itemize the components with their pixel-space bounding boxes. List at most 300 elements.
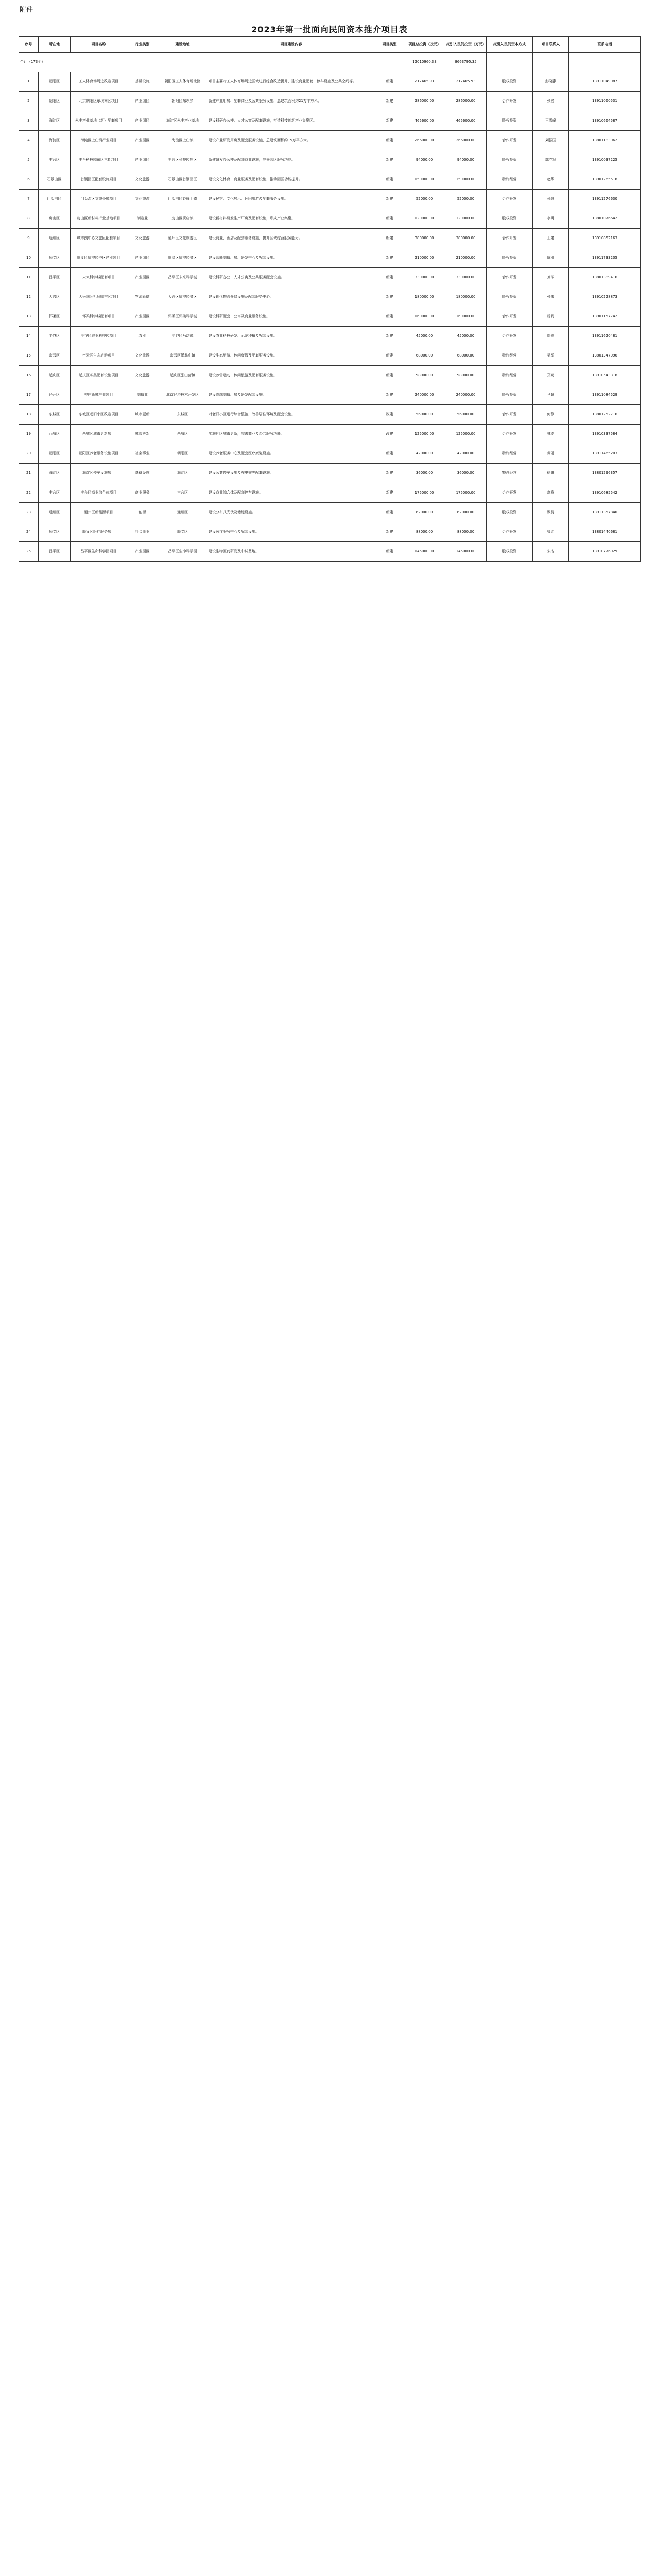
private-investment-cell: 88000.00	[445, 522, 487, 542]
project-name-cell: 城市副中心文旅区配套项目	[71, 229, 127, 248]
contact-cell: 宋杰	[533, 542, 569, 562]
project-table-container	[19, 36, 640, 562]
total-investment-cell: 68000.00	[404, 346, 445, 366]
description-cell: 建设冰雪运动、休闲旅游及配套服务设施。	[207, 366, 375, 385]
project-type-cell: 新建	[375, 346, 404, 366]
description-cell: 建设文化体育、商业服务及配套设施，推动园区功能提升。	[207, 170, 375, 190]
column-header: 拟引入民间投资（万元）	[445, 37, 487, 53]
description-cell: 建设高端制造厂房及研发配套设施。	[207, 385, 375, 405]
row-number: 14	[19, 327, 39, 346]
project-name-cell: 海淀区上庄镇产业项目	[71, 131, 127, 150]
description-cell: 项目主要对工人体育场周边区域进行综合改造提升，建设商业配套、停车设施及公共空间等。	[207, 72, 375, 92]
project-name-cell: 朝阳区养老服务设施项目	[71, 444, 127, 464]
district-cell: 平谷区	[39, 327, 71, 346]
table-row	[19, 268, 641, 287]
address-cell: 房山区窦店镇	[158, 209, 207, 229]
column-header: 建设地址	[158, 37, 207, 53]
table-row	[19, 72, 641, 92]
table-row	[19, 170, 641, 190]
table-row	[19, 111, 641, 131]
table-row	[19, 150, 641, 170]
table-row	[19, 464, 641, 483]
total-investment-cell: 465600.00	[404, 111, 445, 131]
industry-cell: 社会事业	[127, 444, 158, 464]
contact-cell: 彭晓静	[533, 72, 569, 92]
total-investment-cell: 88000.00	[404, 522, 445, 542]
phone-cell: 13801440681	[569, 522, 641, 542]
project-type-cell: 新建	[375, 111, 404, 131]
contact-cell: 徐鹏	[533, 464, 569, 483]
investment-method-cell: 特许经营	[487, 346, 533, 366]
project-name-cell: 平谷区农业科技园项目	[71, 327, 127, 346]
row-number: 16	[19, 366, 39, 385]
contact-cell: 郭立军	[533, 150, 569, 170]
contact-cell: 吴军	[533, 346, 569, 366]
table-row	[19, 287, 641, 307]
row-number: 2	[19, 92, 39, 111]
project-type-cell: 新建	[375, 92, 404, 111]
investment-method-cell: 股权投资	[487, 248, 533, 268]
private-investment-cell: 52000.00	[445, 190, 487, 209]
project-type-cell: 新建	[375, 248, 404, 268]
project-name-cell: 门头沟区文旅小镇项目	[71, 190, 127, 209]
project-name-cell: 昌平区生命科学园项目	[71, 542, 127, 562]
total-investment-cell: 266000.00	[404, 131, 445, 150]
contact-cell: 王建	[533, 229, 569, 248]
total-investment: 12010960.33	[404, 53, 445, 72]
total-private-investment: 8663795.35	[445, 53, 487, 72]
address-cell: 门头沟区妙峰山镇	[158, 190, 207, 209]
description-cell: 建设智能制造厂房、研发中心及配套设施。	[207, 248, 375, 268]
project-name-cell: 海淀区停车设施项目	[71, 464, 127, 483]
phone-cell: 13911060531	[569, 92, 641, 111]
investment-method-cell: 合作开发	[487, 483, 533, 503]
row-number: 1	[19, 72, 39, 92]
description-cell: 建设产业研发用房及配套服务设施，总建筑面积约15万平方米。	[207, 131, 375, 150]
description-cell: 建设科研办公楼、人才公寓及配套设施，打造科技创新产业集聚区。	[207, 111, 375, 131]
column-header: 项目名称	[71, 37, 127, 53]
contact-cell: 刘振国	[533, 131, 569, 150]
description-cell: 建设医疗服务中心及配套设施。	[207, 522, 375, 542]
total-investment-cell: 45000.00	[404, 327, 445, 346]
district-cell: 通州区	[39, 229, 71, 248]
table-row	[19, 366, 641, 385]
project-name-cell: 密云区生态旅游项目	[71, 346, 127, 366]
project-type-cell: 新建	[375, 522, 404, 542]
description-cell: 新建研发办公楼及配套商业设施，完善园区服务功能。	[207, 150, 375, 170]
contact-cell: 梁红	[533, 522, 569, 542]
investment-method-cell: 股权投资	[487, 542, 533, 562]
total-investment-cell: 36000.00	[404, 464, 445, 483]
private-investment-cell: 98000.00	[445, 366, 487, 385]
description-cell: 对老旧小区进行综合整治，改善居住环境及配套设施。	[207, 405, 375, 425]
total-investment-cell: 160000.00	[404, 307, 445, 327]
total-investment-cell: 175000.00	[404, 483, 445, 503]
investment-method-cell: 股权投资	[487, 150, 533, 170]
contact-cell: 黄丽	[533, 444, 569, 464]
project-name-cell: 怀柔科学城配套项目	[71, 307, 127, 327]
contact-cell: 杨帆	[533, 307, 569, 327]
district-cell: 西城区	[39, 425, 71, 444]
district-cell: 海淀区	[39, 131, 71, 150]
description-cell: 建设生态旅游、休闲度假及配套服务设施。	[207, 346, 375, 366]
contact-cell: 林涛	[533, 425, 569, 444]
description-cell: 建设商业综合体及配套停车设施。	[207, 483, 375, 503]
phone-cell: 13801252716	[569, 405, 641, 425]
industry-cell: 文化旅游	[127, 170, 158, 190]
district-cell: 丰台区	[39, 483, 71, 503]
table-row	[19, 503, 641, 522]
industry-cell: 基础设施	[127, 464, 158, 483]
total-investment-cell: 150000.00	[404, 170, 445, 190]
contact-cell: 何静	[533, 405, 569, 425]
investment-method-cell: 股权投资	[487, 111, 533, 131]
district-cell: 昌平区	[39, 268, 71, 287]
district-cell: 房山区	[39, 209, 71, 229]
total-investment-cell: 42000.00	[404, 444, 445, 464]
industry-cell: 产业园区	[127, 248, 158, 268]
district-cell: 大兴区	[39, 287, 71, 307]
description-cell: 新建产业用房、配套商业及公共服务设施，总建筑面积约21万平方米。	[207, 92, 375, 111]
private-investment-cell: 180000.00	[445, 287, 487, 307]
industry-cell: 基础设施	[127, 72, 158, 92]
contact-cell: 周敏	[533, 327, 569, 346]
total-investment-cell: 52000.00	[404, 190, 445, 209]
project-name-cell: 西城区城市更新项目	[71, 425, 127, 444]
phone-cell: 13911084529	[569, 385, 641, 405]
address-cell: 海淀区	[158, 464, 207, 483]
investment-method-cell: 股权投资	[487, 72, 533, 92]
table-row	[19, 327, 641, 346]
industry-cell: 能源	[127, 503, 158, 522]
district-cell: 丰台区	[39, 150, 71, 170]
industry-cell: 制造业	[127, 209, 158, 229]
private-investment-cell: 217465.93	[445, 72, 487, 92]
row-number: 7	[19, 190, 39, 209]
district-cell: 石景山区	[39, 170, 71, 190]
project-type-cell: 新建	[375, 209, 404, 229]
investment-method-cell: 合作开发	[487, 190, 533, 209]
total-empty-cell	[569, 53, 641, 72]
private-investment-cell: 94000.00	[445, 150, 487, 170]
address-cell: 顺义区临空经济区	[158, 248, 207, 268]
row-number: 21	[19, 464, 39, 483]
industry-cell: 文化旅游	[127, 346, 158, 366]
address-cell: 密云区溪翁庄镇	[158, 346, 207, 366]
contact-cell: 李明	[533, 209, 569, 229]
total-investment-cell: 120000.00	[404, 209, 445, 229]
project-name-cell: 通州区新能源项目	[71, 503, 127, 522]
address-cell: 海淀区永丰产业基地	[158, 111, 207, 131]
industry-cell: 物流仓储	[127, 287, 158, 307]
address-cell: 海淀区上庄镇	[158, 131, 207, 150]
phone-cell: 13910776029	[569, 542, 641, 562]
private-investment-cell: 45000.00	[445, 327, 487, 346]
district-cell: 延庆区	[39, 366, 71, 385]
private-investment-cell: 120000.00	[445, 209, 487, 229]
project-type-cell: 新建	[375, 464, 404, 483]
contact-cell: 陈刚	[533, 248, 569, 268]
phone-cell: 13910037225	[569, 150, 641, 170]
industry-cell: 产业园区	[127, 542, 158, 562]
industry-cell: 产业园区	[127, 268, 158, 287]
address-cell: 平谷区马坊镇	[158, 327, 207, 346]
total-empty-cell	[533, 53, 569, 72]
investment-method-cell: 合作开发	[487, 92, 533, 111]
industry-cell: 制造业	[127, 385, 158, 405]
project-name-cell: 北京朝阳区东坝南区项目	[71, 92, 127, 111]
row-number: 4	[19, 131, 39, 150]
project-type-cell: 新建	[375, 72, 404, 92]
private-investment-cell: 125000.00	[445, 425, 487, 444]
total-investment-cell: 94000.00	[404, 150, 445, 170]
investment-method-cell: 特许经营	[487, 444, 533, 464]
attachment-label: 附件	[20, 6, 33, 14]
address-cell: 朝阳区工人体育场北路	[158, 72, 207, 92]
industry-cell: 文化旅游	[127, 229, 158, 248]
investment-method-cell: 合作开发	[487, 425, 533, 444]
project-type-cell: 新建	[375, 170, 404, 190]
phone-cell: 13911465203	[569, 444, 641, 464]
address-cell: 丰台区	[158, 483, 207, 503]
row-number: 11	[19, 268, 39, 287]
district-cell: 海淀区	[39, 464, 71, 483]
column-header: 所在地	[39, 37, 71, 53]
investment-method-cell: 股权投资	[487, 287, 533, 307]
column-header: 项目联系人	[533, 37, 569, 53]
phone-cell: 13901265518	[569, 170, 641, 190]
address-cell: 朝阳区东坝乡	[158, 92, 207, 111]
table-row	[19, 92, 641, 111]
description-cell: 建设现代物流仓储设施及配套服务中心。	[207, 287, 375, 307]
total-investment-cell: 217465.93	[404, 72, 445, 92]
description-cell: 建设公共停车设施及充电桩等配套设施。	[207, 464, 375, 483]
description-cell: 建设生物医药研发及中试基地。	[207, 542, 375, 562]
document-title: 2023年第一批面向民间资本推介项目表	[251, 25, 408, 35]
project-type-cell: 新建	[375, 542, 404, 562]
total-investment-cell: 180000.00	[404, 287, 445, 307]
district-cell: 朝阳区	[39, 444, 71, 464]
table-row	[19, 444, 641, 464]
description-cell: 建设分布式光伏及储能设施。	[207, 503, 375, 522]
total-investment-cell: 330000.00	[404, 268, 445, 287]
phone-cell: 13911357840	[569, 503, 641, 522]
district-cell: 经开区	[39, 385, 71, 405]
row-number: 9	[19, 229, 39, 248]
address-cell: 通州区文化旅游区	[158, 229, 207, 248]
project-type-cell: 新建	[375, 307, 404, 327]
district-cell: 门头沟区	[39, 190, 71, 209]
row-number: 6	[19, 170, 39, 190]
industry-cell: 产业园区	[127, 307, 158, 327]
address-cell: 西城区	[158, 425, 207, 444]
phone-cell: 13911733205	[569, 248, 641, 268]
project-name-cell: 顺义区医疗服务项目	[71, 522, 127, 542]
row-number: 19	[19, 425, 39, 444]
phone-cell: 13901157742	[569, 307, 641, 327]
table-row	[19, 131, 641, 150]
private-investment-cell: 42000.00	[445, 444, 487, 464]
project-name-cell: 未来科学城配套项目	[71, 268, 127, 287]
private-investment-cell: 286000.00	[445, 92, 487, 111]
row-number: 20	[19, 444, 39, 464]
district-cell: 顺义区	[39, 522, 71, 542]
row-number: 5	[19, 150, 39, 170]
district-cell: 朝阳区	[39, 72, 71, 92]
address-cell: 北京经济技术开发区	[158, 385, 207, 405]
district-cell: 顺义区	[39, 248, 71, 268]
address-cell: 朝阳区	[158, 444, 207, 464]
contact-cell: 郑斌	[533, 366, 569, 385]
table-row	[19, 209, 641, 229]
phone-cell: 13801389416	[569, 268, 641, 287]
project-name-cell: 丰台科技园东区三期项目	[71, 150, 127, 170]
private-investment-cell: 68000.00	[445, 346, 487, 366]
description-cell: 实施片区城市更新，完善商业及公共服务功能。	[207, 425, 375, 444]
table-row	[19, 522, 641, 542]
address-cell: 昌平区未来科学城	[158, 268, 207, 287]
phone-cell: 13801076642	[569, 209, 641, 229]
project-type-cell: 新建	[375, 268, 404, 287]
industry-cell: 社会事业	[127, 522, 158, 542]
project-name-cell: 大兴国际机场临空区项目	[71, 287, 127, 307]
row-number: 15	[19, 346, 39, 366]
private-investment-cell: 145000.00	[445, 542, 487, 562]
private-investment-cell: 240000.00	[445, 385, 487, 405]
phone-cell: 13910228873	[569, 287, 641, 307]
total-investment-cell: 98000.00	[404, 366, 445, 385]
project-type-cell: 新建	[375, 366, 404, 385]
contact-cell: 孙强	[533, 190, 569, 209]
row-number: 17	[19, 385, 39, 405]
column-header: 行业类别	[127, 37, 158, 53]
project-name-cell: 工人体育场周边改造项目	[71, 72, 127, 92]
row-number: 10	[19, 248, 39, 268]
contact-cell: 马超	[533, 385, 569, 405]
phone-cell: 13911620481	[569, 327, 641, 346]
phone-cell: 13910852163	[569, 229, 641, 248]
industry-cell: 文化旅游	[127, 366, 158, 385]
address-cell: 怀柔区怀柔科学城	[158, 307, 207, 327]
private-investment-cell: 266000.00	[445, 131, 487, 150]
industry-cell: 城市更新	[127, 425, 158, 444]
district-cell: 朝阳区	[39, 92, 71, 111]
district-cell: 通州区	[39, 503, 71, 522]
project-type-cell: 新建	[375, 190, 404, 209]
private-investment-cell: 150000.00	[445, 170, 487, 190]
industry-cell: 产业园区	[127, 150, 158, 170]
private-investment-cell: 36000.00	[445, 464, 487, 483]
description-cell: 建设农业科技研发、示范种植及配套设施。	[207, 327, 375, 346]
industry-cell: 城市更新	[127, 405, 158, 425]
private-investment-cell: 160000.00	[445, 307, 487, 327]
address-cell: 顺义区	[158, 522, 207, 542]
district-cell: 昌平区	[39, 542, 71, 562]
contact-cell: 罗晨	[533, 503, 569, 522]
contact-cell: 赵华	[533, 170, 569, 190]
contact-cell: 张伟	[533, 287, 569, 307]
table-row	[19, 483, 641, 503]
project-type-cell: 新建	[375, 385, 404, 405]
industry-cell: 产业园区	[127, 111, 158, 131]
table-row	[19, 190, 641, 209]
project-type-cell: 新建	[375, 150, 404, 170]
row-number: 18	[19, 405, 39, 425]
table-row	[19, 307, 641, 327]
project-type-cell: 新建	[375, 131, 404, 150]
phone-cell: 13801347096	[569, 346, 641, 366]
investment-method-cell: 合作开发	[487, 229, 533, 248]
table-row	[19, 229, 641, 248]
private-investment-cell: 210000.00	[445, 248, 487, 268]
column-header: 序号	[19, 37, 39, 53]
district-cell: 海淀区	[39, 111, 71, 131]
table-row	[19, 542, 641, 562]
phone-cell: 13801183062	[569, 131, 641, 150]
row-number: 25	[19, 542, 39, 562]
total-investment-cell: 62000.00	[404, 503, 445, 522]
project-name-cell: 东城区老旧小区改造项目	[71, 405, 127, 425]
description-cell: 建设商业、酒店及配套服务设施，提升区域综合服务能力。	[207, 229, 375, 248]
investment-method-cell: 特许经营	[487, 366, 533, 385]
address-cell: 通州区	[158, 503, 207, 522]
total-label: 合计（173个）	[19, 53, 404, 72]
description-cell: 建设科研办公、人才公寓及公共服务配套设施。	[207, 268, 375, 287]
total-investment-cell: 56000.00	[404, 405, 445, 425]
project-type-cell: 改建	[375, 405, 404, 425]
total-investment-cell: 210000.00	[404, 248, 445, 268]
private-investment-cell: 62000.00	[445, 503, 487, 522]
contact-cell: 王雪峰	[533, 111, 569, 131]
total-investment-cell: 380000.00	[404, 229, 445, 248]
address-cell: 东城区	[158, 405, 207, 425]
column-header: 拟引入民间资本方式	[487, 37, 533, 53]
row-number: 23	[19, 503, 39, 522]
district-cell: 东城区	[39, 405, 71, 425]
private-investment-cell: 175000.00	[445, 483, 487, 503]
district-cell: 密云区	[39, 346, 71, 366]
private-investment-cell: 380000.00	[445, 229, 487, 248]
phone-cell: 13910543318	[569, 366, 641, 385]
description-cell: 建设民宿、文化展示、休闲旅游及配套服务设施。	[207, 190, 375, 209]
column-header: 项目类型	[375, 37, 404, 53]
column-header: 项目建设内容	[207, 37, 375, 53]
private-investment-cell: 330000.00	[445, 268, 487, 287]
phone-cell: 13910664587	[569, 111, 641, 131]
investment-method-cell: 股权投资	[487, 503, 533, 522]
industry-cell: 产业园区	[127, 131, 158, 150]
total-row	[19, 53, 641, 72]
project-name-cell: 亦庄新城产业项目	[71, 385, 127, 405]
project-type-cell: 新建	[375, 287, 404, 307]
project-name-cell: 顺义区临空经济区产业项目	[71, 248, 127, 268]
address-cell: 昌平区生命科学园	[158, 542, 207, 562]
phone-cell: 13911049087	[569, 72, 641, 92]
address-cell: 大兴区临空经济区	[158, 287, 207, 307]
project-type-cell: 新建	[375, 327, 404, 346]
project-name-cell: 首钢园区配套设施项目	[71, 170, 127, 190]
phone-cell: 13910337584	[569, 425, 641, 444]
industry-cell: 文化旅游	[127, 190, 158, 209]
investment-method-cell: 合作开发	[487, 307, 533, 327]
total-investment-cell: 286000.00	[404, 92, 445, 111]
row-number: 13	[19, 307, 39, 327]
investment-method-cell: 合作开发	[487, 522, 533, 542]
investment-method-cell: 股权投资	[487, 209, 533, 229]
table-row	[19, 346, 641, 366]
private-investment-cell: 56000.00	[445, 405, 487, 425]
investment-method-cell: 合作开发	[487, 131, 533, 150]
